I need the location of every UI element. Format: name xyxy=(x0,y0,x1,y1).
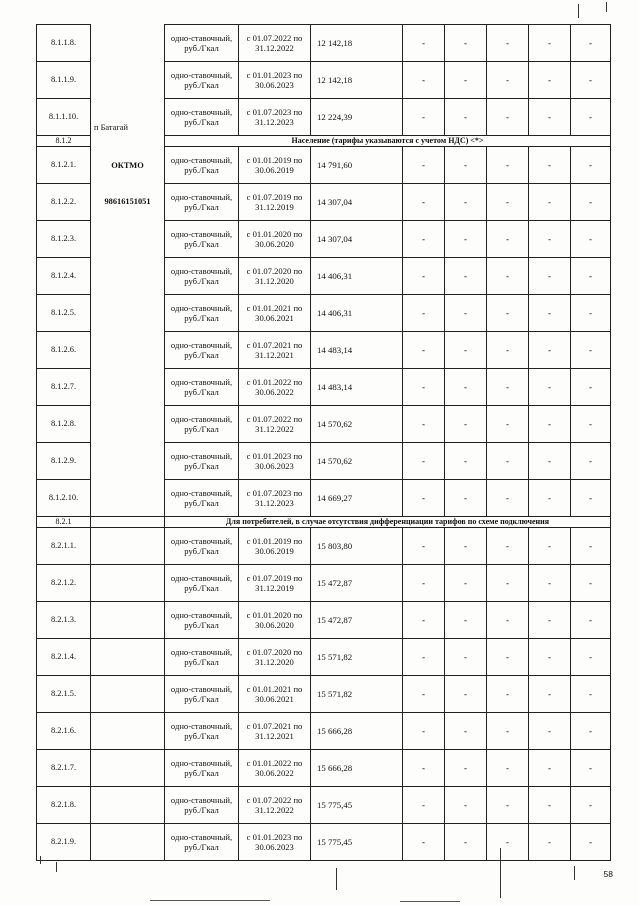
row-code: 8.1.1.9. xyxy=(37,62,91,99)
period-cell: с 01.07.2022 по 31.12.2022 xyxy=(239,787,311,824)
tariff-value: 15 775,45 xyxy=(311,787,403,824)
empty-value-dash: - xyxy=(487,676,529,713)
row-code: 8.1.2.1. xyxy=(37,147,91,184)
empty-value-dash: - xyxy=(571,25,611,62)
table-row xyxy=(37,787,611,824)
row-code: 8.1.2.6. xyxy=(37,332,91,369)
row-code: 8.1.2.7. xyxy=(37,369,91,406)
empty-value-dash: - xyxy=(571,369,611,406)
scan-artifact xyxy=(400,901,460,902)
empty-value-dash: - xyxy=(487,147,529,184)
empty-value-dash: - xyxy=(571,565,611,602)
empty-value-dash: - xyxy=(445,221,487,258)
unit-cell: одно-ставочный, руб./Гкал xyxy=(165,528,239,565)
period-cell: с 01.07.2023 по 31.12.2023 xyxy=(239,99,311,136)
empty-value-dash: - xyxy=(571,824,611,861)
empty-value-dash: - xyxy=(403,406,445,443)
locality-empty-cell xyxy=(91,824,165,861)
period-cell: с 01.01.2021 по 30.06.2021 xyxy=(239,295,311,332)
empty-value-dash: - xyxy=(571,480,611,517)
empty-value-dash: - xyxy=(445,406,487,443)
unit-cell: одно-ставочный, руб./Гкал xyxy=(165,25,239,62)
empty-value-dash: - xyxy=(529,787,571,824)
locality-empty-cell xyxy=(91,787,165,824)
empty-value-dash: - xyxy=(403,565,445,602)
empty-value-dash: - xyxy=(403,295,445,332)
row-code: 8.2.1.4. xyxy=(37,639,91,676)
empty-value-dash: - xyxy=(445,25,487,62)
empty-value-dash: - xyxy=(403,221,445,258)
row-code: 8.1.2.5. xyxy=(37,295,91,332)
tariff-value: 12 224,39 xyxy=(311,99,403,136)
unit-cell: одно-ставочный, руб./Гкал xyxy=(165,787,239,824)
empty-value-dash: - xyxy=(571,147,611,184)
empty-value-dash: - xyxy=(403,25,445,62)
row-code: 8.1.2.9. xyxy=(37,443,91,480)
empty-value-dash: - xyxy=(487,369,529,406)
empty-value-dash: - xyxy=(571,62,611,99)
empty-value-dash: - xyxy=(487,602,529,639)
empty-value-dash: - xyxy=(529,750,571,787)
empty-value-dash: - xyxy=(403,528,445,565)
section-code: 8.1.2 xyxy=(37,136,91,147)
locality-empty-cell xyxy=(91,565,165,602)
empty-value-dash: - xyxy=(445,676,487,713)
period-cell: с 01.01.2020 по 30.06.2020 xyxy=(239,602,311,639)
empty-value-dash: - xyxy=(529,443,571,480)
empty-value-dash: - xyxy=(403,480,445,517)
empty-value-dash: - xyxy=(571,99,611,136)
empty-value-dash: - xyxy=(529,639,571,676)
empty-value-dash: - xyxy=(487,824,529,861)
empty-value-dash: - xyxy=(445,639,487,676)
locality-empty-cell xyxy=(91,517,165,528)
empty-value-dash: - xyxy=(529,528,571,565)
empty-value-dash: - xyxy=(445,369,487,406)
row-code: 8.1.2.2. xyxy=(37,184,91,221)
empty-value-dash: - xyxy=(529,565,571,602)
empty-value-dash: - xyxy=(445,443,487,480)
period-cell: с 01.01.2021 по 30.06.2021 xyxy=(239,676,311,713)
oktmo-label: ОКТМО xyxy=(111,160,144,170)
empty-value-dash: - xyxy=(529,99,571,136)
empty-value-dash: - xyxy=(403,639,445,676)
page-number: 58 xyxy=(603,869,613,879)
empty-value-dash: - xyxy=(487,406,529,443)
table-row xyxy=(37,750,611,787)
empty-value-dash: - xyxy=(529,676,571,713)
tariff-value: 14 570,62 xyxy=(311,443,403,480)
period-cell: с 01.01.2019 по 30.06.2019 xyxy=(239,147,311,184)
oktmo-code: 98616151051 xyxy=(104,196,151,206)
scan-artifact xyxy=(56,862,57,872)
empty-value-dash: - xyxy=(571,713,611,750)
table-row xyxy=(37,25,611,62)
empty-value-dash: - xyxy=(487,787,529,824)
empty-value-dash: - xyxy=(487,713,529,750)
period-cell: с 01.07.2020 по 31.12.2020 xyxy=(239,639,311,676)
empty-value-dash: - xyxy=(529,602,571,639)
scan-artifact xyxy=(578,4,579,18)
table-row xyxy=(37,639,611,676)
empty-value-dash: - xyxy=(571,602,611,639)
unit-cell: одно-ставочный, руб./Гкал xyxy=(165,713,239,750)
empty-value-dash: - xyxy=(529,258,571,295)
empty-value-dash: - xyxy=(487,258,529,295)
period-cell: с 01.01.2023 по 30.06.2023 xyxy=(239,443,311,480)
empty-value-dash: - xyxy=(487,480,529,517)
locality-block xyxy=(94,123,161,517)
unit-cell: одно-ставочный, руб./Гкал xyxy=(165,295,239,332)
tariff-value: 14 307,04 xyxy=(311,221,403,258)
locality-empty-cell xyxy=(91,602,165,639)
tariff-value: 15 775,45 xyxy=(311,824,403,861)
empty-value-dash: - xyxy=(529,406,571,443)
empty-value-dash: - xyxy=(529,184,571,221)
unit-cell: одно-ставочный, руб./Гкал xyxy=(165,750,239,787)
scan-artifact xyxy=(606,2,607,12)
unit-cell: одно-ставочный, руб./Гкал xyxy=(165,184,239,221)
row-code: 8.2.1.6. xyxy=(37,713,91,750)
empty-value-dash: - xyxy=(445,62,487,99)
unit-cell: одно-ставочный, руб./Гкал xyxy=(165,824,239,861)
tariff-value: 14 669,27 xyxy=(311,480,403,517)
empty-value-dash: - xyxy=(571,221,611,258)
unit-cell: одно-ставочный, руб./Гкал xyxy=(165,443,239,480)
empty-value-dash: - xyxy=(487,639,529,676)
empty-value-dash: - xyxy=(445,824,487,861)
empty-value-dash: - xyxy=(487,184,529,221)
row-code: 8.2.1.8. xyxy=(37,787,91,824)
table-row xyxy=(37,528,611,565)
unit-cell: одно-ставочный, руб./Гкал xyxy=(165,676,239,713)
unit-cell: одно-ставочный, руб./Гкал xyxy=(165,369,239,406)
tariff-value: 12 142,18 xyxy=(311,62,403,99)
unit-cell: одно-ставочный, руб./Гкал xyxy=(165,258,239,295)
empty-value-dash: - xyxy=(445,528,487,565)
tariff-value: 14 307,04 xyxy=(311,184,403,221)
period-cell: с 01.07.2023 по 31.12.2023 xyxy=(239,480,311,517)
empty-value-dash: - xyxy=(403,443,445,480)
empty-value-dash: - xyxy=(445,750,487,787)
empty-value-dash: - xyxy=(487,565,529,602)
empty-value-dash: - xyxy=(403,184,445,221)
period-cell: с 01.01.2023 по 30.06.2023 xyxy=(239,62,311,99)
empty-value-dash: - xyxy=(487,221,529,258)
empty-value-dash: - xyxy=(487,295,529,332)
period-cell: с 01.07.2021 по 31.12.2021 xyxy=(239,713,311,750)
empty-value-dash: - xyxy=(445,332,487,369)
period-cell: с 01.07.2022 по 31.12.2022 xyxy=(239,25,311,62)
row-code: 8.1.2.3. xyxy=(37,221,91,258)
unit-cell: одно-ставочный, руб./Гкал xyxy=(165,147,239,184)
unit-cell: одно-ставочный, руб./Гкал xyxy=(165,62,239,99)
table-row xyxy=(37,602,611,639)
empty-value-dash: - xyxy=(571,295,611,332)
section-header-row xyxy=(37,517,611,528)
period-cell: с 01.01.2022 по 30.06.2022 xyxy=(239,369,311,406)
empty-value-dash: - xyxy=(529,295,571,332)
row-code: 8.2.1.2. xyxy=(37,565,91,602)
empty-value-dash: - xyxy=(403,676,445,713)
empty-value-dash: - xyxy=(571,184,611,221)
empty-value-dash: - xyxy=(445,713,487,750)
unit-cell: одно-ставочный, руб./Гкал xyxy=(165,332,239,369)
empty-value-dash: - xyxy=(445,184,487,221)
scan-artifact xyxy=(500,848,501,898)
empty-value-dash: - xyxy=(529,480,571,517)
empty-value-dash: - xyxy=(445,787,487,824)
empty-value-dash: - xyxy=(571,639,611,676)
tariff-value: 15 571,82 xyxy=(311,639,403,676)
unit-cell: одно-ставочный, руб./Гкал xyxy=(165,480,239,517)
empty-value-dash: - xyxy=(529,221,571,258)
tariff-value: 15 472,87 xyxy=(311,602,403,639)
row-code: 8.2.1.7. xyxy=(37,750,91,787)
empty-value-dash: - xyxy=(529,147,571,184)
tariff-value: 15 571,82 xyxy=(311,676,403,713)
empty-value-dash: - xyxy=(571,258,611,295)
empty-value-dash: - xyxy=(403,787,445,824)
empty-value-dash: - xyxy=(445,480,487,517)
empty-value-dash: - xyxy=(445,147,487,184)
unit-cell: одно-ставочный, руб./Гкал xyxy=(165,406,239,443)
empty-value-dash: - xyxy=(403,332,445,369)
empty-value-dash: - xyxy=(571,750,611,787)
locality-empty-cell xyxy=(91,676,165,713)
table-row xyxy=(37,565,611,602)
tariff-value: 14 406,31 xyxy=(311,258,403,295)
row-code: 8.1.2.10. xyxy=(37,480,91,517)
empty-value-dash: - xyxy=(529,824,571,861)
period-cell: с 01.07.2020 по 31.12.2020 xyxy=(239,258,311,295)
tariff-value: 14 406,31 xyxy=(311,295,403,332)
empty-value-dash: - xyxy=(529,369,571,406)
period-cell: с 01.01.2020 по 30.06.2020 xyxy=(239,221,311,258)
empty-value-dash: - xyxy=(487,528,529,565)
empty-value-dash: - xyxy=(487,62,529,99)
period-cell: с 01.01.2023 по 30.06.2023 xyxy=(239,824,311,861)
empty-value-dash: - xyxy=(529,62,571,99)
empty-value-dash: - xyxy=(403,62,445,99)
locality-empty-cell xyxy=(91,528,165,565)
empty-value-dash: - xyxy=(445,295,487,332)
locality-empty-cell xyxy=(91,639,165,676)
empty-value-dash: - xyxy=(403,99,445,136)
empty-value-dash: - xyxy=(403,824,445,861)
section-code: 8.2.1 xyxy=(37,517,91,528)
row-code: 8.1.1.10. xyxy=(37,99,91,136)
period-cell: с 01.01.2019 по 30.06.2019 xyxy=(239,528,311,565)
scan-artifact xyxy=(336,868,337,890)
table-row xyxy=(37,824,611,861)
unit-cell: одно-ставочный, руб./Гкал xyxy=(165,602,239,639)
empty-value-dash: - xyxy=(571,443,611,480)
empty-value-dash: - xyxy=(445,99,487,136)
empty-value-dash: - xyxy=(403,602,445,639)
row-code: 8.2.1.1. xyxy=(37,528,91,565)
tariff-table xyxy=(36,24,611,861)
row-code: 8.2.1.5. xyxy=(37,676,91,713)
period-cell: с 01.07.2022 по 31.12.2022 xyxy=(239,406,311,443)
tariff-value: 12 142,18 xyxy=(311,25,403,62)
row-code: 8.2.1.9. xyxy=(37,824,91,861)
tariff-value: 15 472,87 xyxy=(311,565,403,602)
empty-value-dash: - xyxy=(571,406,611,443)
tariff-value: 15 803,80 xyxy=(311,528,403,565)
empty-value-dash: - xyxy=(529,332,571,369)
unit-cell: одно-ставочный, руб./Гкал xyxy=(165,99,239,136)
row-code: 8.1.2.8. xyxy=(37,406,91,443)
period-cell: с 01.07.2019 по 31.12.2019 xyxy=(239,184,311,221)
empty-value-dash: - xyxy=(403,147,445,184)
empty-value-dash: - xyxy=(571,332,611,369)
table-body xyxy=(37,25,611,861)
empty-value-dash: - xyxy=(445,565,487,602)
empty-value-dash: - xyxy=(529,25,571,62)
locality-cell xyxy=(91,25,165,517)
tariff-value: 14 483,14 xyxy=(311,332,403,369)
locality-empty-cell xyxy=(91,713,165,750)
tariff-value: 15 666,28 xyxy=(311,750,403,787)
unit-cell: одно-ставочный, руб./Гкал xyxy=(165,565,239,602)
scan-artifact xyxy=(150,900,270,901)
empty-value-dash: - xyxy=(487,25,529,62)
tariff-value: 15 666,28 xyxy=(311,713,403,750)
empty-value-dash: - xyxy=(445,258,487,295)
row-code: 8.1.2.4. xyxy=(37,258,91,295)
empty-value-dash: - xyxy=(403,750,445,787)
tariff-value: 14 570,62 xyxy=(311,406,403,443)
tariff-value: 14 483,14 xyxy=(311,369,403,406)
row-code: 8.1.1.8. xyxy=(37,25,91,62)
period-cell: с 01.07.2019 по 31.12.2019 xyxy=(239,565,311,602)
empty-value-dash: - xyxy=(403,713,445,750)
empty-value-dash: - xyxy=(571,528,611,565)
locality-empty-cell xyxy=(91,750,165,787)
empty-value-dash: - xyxy=(445,602,487,639)
empty-value-dash: - xyxy=(403,369,445,406)
table-row xyxy=(37,713,611,750)
empty-value-dash: - xyxy=(571,676,611,713)
period-cell: с 01.01.2022 по 30.06.2022 xyxy=(239,750,311,787)
locality-name: п Батагай xyxy=(94,122,128,132)
empty-value-dash: - xyxy=(487,443,529,480)
table-row xyxy=(37,676,611,713)
unit-cell: одно-ставочный, руб./Гкал xyxy=(165,639,239,676)
empty-value-dash: - xyxy=(529,713,571,750)
unit-cell: одно-ставочный, руб./Гкал xyxy=(165,221,239,258)
empty-value-dash: - xyxy=(571,787,611,824)
scan-artifact xyxy=(574,866,575,880)
empty-value-dash: - xyxy=(487,332,529,369)
empty-value-dash: - xyxy=(487,750,529,787)
period-cell: с 01.07.2021 по 31.12.2021 xyxy=(239,332,311,369)
scan-artifact xyxy=(40,856,41,864)
section-title: Население (тарифы указываются с учетом НДС) <*> xyxy=(165,136,611,147)
empty-value-dash: - xyxy=(487,99,529,136)
row-code: 8.2.1.3. xyxy=(37,602,91,639)
empty-value-dash: - xyxy=(403,258,445,295)
section-title: Для потребителей, в случае отсутствия дифференциации тарифов по схеме подключения xyxy=(165,517,611,528)
tariff-value: 14 791,60 xyxy=(311,147,403,184)
